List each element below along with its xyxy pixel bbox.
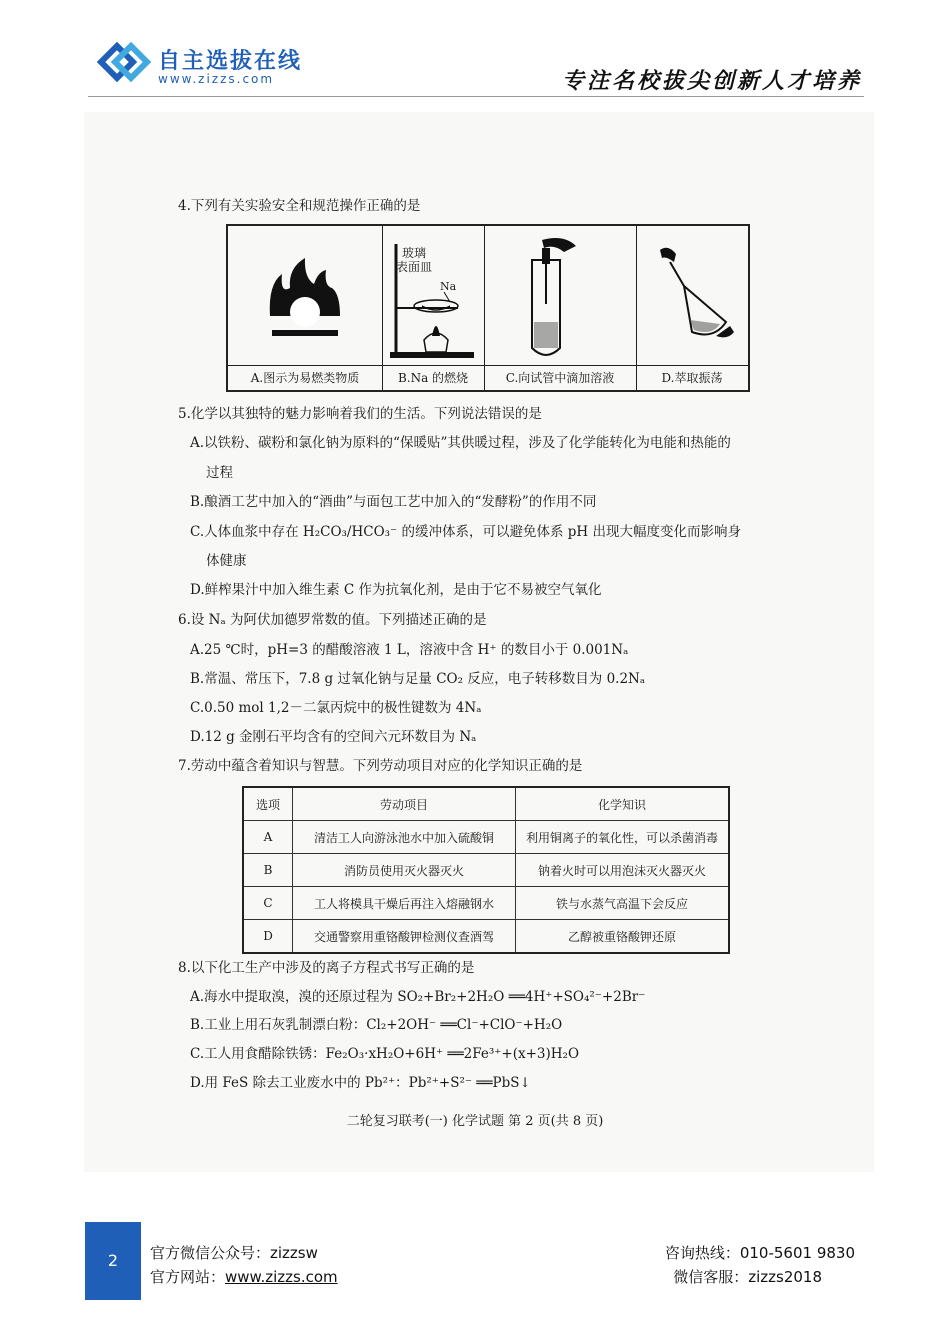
table-row (243, 821, 729, 854)
table-row (243, 854, 729, 887)
q8-option-a: A.海水中提取溴，溴的还原过程为 SO₂+Br₂+2H₂O ══4H⁺+SO₄²⁻+2Br⁻ (190, 989, 646, 1005)
q6-option-c: C.0.50 mol 1,2－二氯丙烷中的极性键数为 4Nₐ (190, 700, 482, 716)
q8-option-b: B.工业上用石灰乳制漂白粉：Cl₂+2OH⁻ ══Cl⁻+ClO⁻+H₂O (190, 1017, 563, 1033)
row-knowledge: 乙醇被重铬酸钾还原 (516, 920, 730, 954)
q5-option-a-line1: A.以铁粉、碳粉和氯化钠为原料的“保暖贴”其供暖过程，涉及了化学能转化为电能和热能的 (190, 435, 731, 451)
footer-page-number: 2 (85, 1222, 141, 1300)
row-option: D (243, 920, 293, 954)
q7-table (242, 786, 730, 954)
page-header (0, 0, 950, 100)
row-knowledge: 铁与水蒸气高温下会反应 (516, 887, 730, 920)
q4-cell-d (636, 226, 748, 390)
footer-service: 微信客服：zizzs2018 (673, 1268, 822, 1286)
footer-site-label: 官方网站： (150, 1268, 226, 1286)
q4-caption-a: A.图示为易燃类物质 (228, 365, 382, 390)
header-option: 选项 (243, 787, 293, 821)
brand-url[interactable]: www.zizzs.com (158, 72, 275, 86)
q6-option-b: B.常温、常压下，7.8 g 过氧化钠与足量 CO₂ 反应，电子转移数目为 0.2Nₐ (190, 671, 646, 687)
dropper-test-tube-icon (524, 234, 604, 364)
page-number-line: 二轮复习联考(一) 化学试题 第 2 页(共 8 页) (346, 1114, 604, 1129)
combustion-apparatus-icon (388, 244, 478, 364)
row-option: B (243, 854, 293, 887)
q5-option-c-line2: 体健康 (206, 553, 247, 569)
q4-cell-b (382, 226, 485, 390)
brand-name: 自主选拔在线 (158, 49, 303, 74)
header-knowledge: 化学知识 (516, 787, 730, 821)
q6-option-a: A.25 ℃时，pH=3 的醋酸溶液 1 L，溶液中含 H⁺ 的数目小于 0.001Nₐ (190, 642, 629, 658)
q5-option-d: D.鲜榨果汁中加入维生素 C 作为抗氧化剂，是由于它不易被空气氧化 (190, 582, 602, 598)
table-row (243, 887, 729, 920)
footer-wechat: 官方微信公众号：zizzsw (150, 1244, 318, 1262)
q7-stem: 7.劳动中蕴含着知识与智慧。下列劳动项目对应的化学知识正确的是 (178, 758, 583, 774)
row-labor: 清洁工人向游泳池水中加入硫酸铜 (293, 821, 516, 854)
header-divider (88, 96, 864, 97)
label-dish: 表面皿 (396, 260, 433, 274)
row-option: C (243, 887, 293, 920)
q8-stem: 8.以下化工生产中涉及的离子方程式书写正确的是 (178, 960, 475, 976)
row-labor: 工人将模具干燥后再注入熔融钢水 (293, 887, 516, 920)
label-na: Na (440, 280, 457, 293)
q4-figure-table (226, 224, 750, 392)
q4-cell-c (484, 226, 637, 390)
q6-stem: 6.设 Nₐ 为阿伏加德罗常数的值。下列描述正确的是 (178, 612, 487, 628)
flammable-icon (260, 254, 350, 344)
q8-option-c: C.工人用食醋除铁锈：Fe₂O₃·xH₂O+6H⁺ ══2Fe³⁺+(x+3)H₂O (190, 1046, 580, 1062)
separatory-funnel-icon (650, 240, 740, 350)
q5-option-b: B.酿酒工艺中加入的“酒曲”与面包工艺中加入的“发酵粉”的作用不同 (190, 494, 597, 510)
footer-site-link[interactable]: www.zizzs.com (225, 1268, 338, 1286)
slogan: 专注名校拔尖创新人才培养 (561, 68, 862, 94)
q5-stem: 5.化学以其独特的魅力影响着我们的生活。下列说法错误的是 (178, 406, 542, 422)
q6-option-d: D.12 g 金刚石平均含有的空间六元环数目为 Nₐ (190, 729, 477, 745)
q5-option-a-line2: 过程 (206, 465, 233, 481)
table-header-row (243, 787, 729, 821)
brand-logo-icon (95, 40, 153, 84)
q4-caption-d: D.萃取振荡 (636, 365, 748, 390)
q4-stem: 4.下列有关实验安全和规范操作正确的是 (178, 198, 421, 214)
row-knowledge: 钠着火时可以用泡沫灭火器灭火 (516, 854, 730, 887)
table-row (243, 920, 729, 954)
row-labor: 交通警察用重铬酸钾检测仪查酒驾 (293, 920, 516, 954)
q4-caption-b: B.Na 的燃烧 (382, 365, 484, 390)
row-knowledge: 利用铜离子的氧化性，可以杀菌消毒 (516, 821, 730, 854)
row-option: A (243, 821, 293, 854)
q4-caption-c: C.向试管中滴加溶液 (484, 365, 636, 390)
label-glass: 玻璃 (402, 246, 427, 260)
q8-option-d: D.用 FeS 除去工业废水中的 Pb²⁺：Pb²⁺+S²⁻ ══PbS↓ (190, 1075, 531, 1091)
footer-hotline: 咨询热线：010-5601 9830 (664, 1244, 855, 1262)
header-labor: 劳动项目 (293, 787, 516, 821)
q4-cell-a (228, 226, 383, 390)
row-labor: 消防员使用灭火器灭火 (293, 854, 516, 887)
q5-option-c-line1: C.人体血浆中存在 H₂CO₃/HCO₃⁻ 的缓冲体系，可以避免体系 pH 出现大幅度变化而影响身 (190, 524, 741, 540)
footer-site (150, 1266, 338, 1287)
